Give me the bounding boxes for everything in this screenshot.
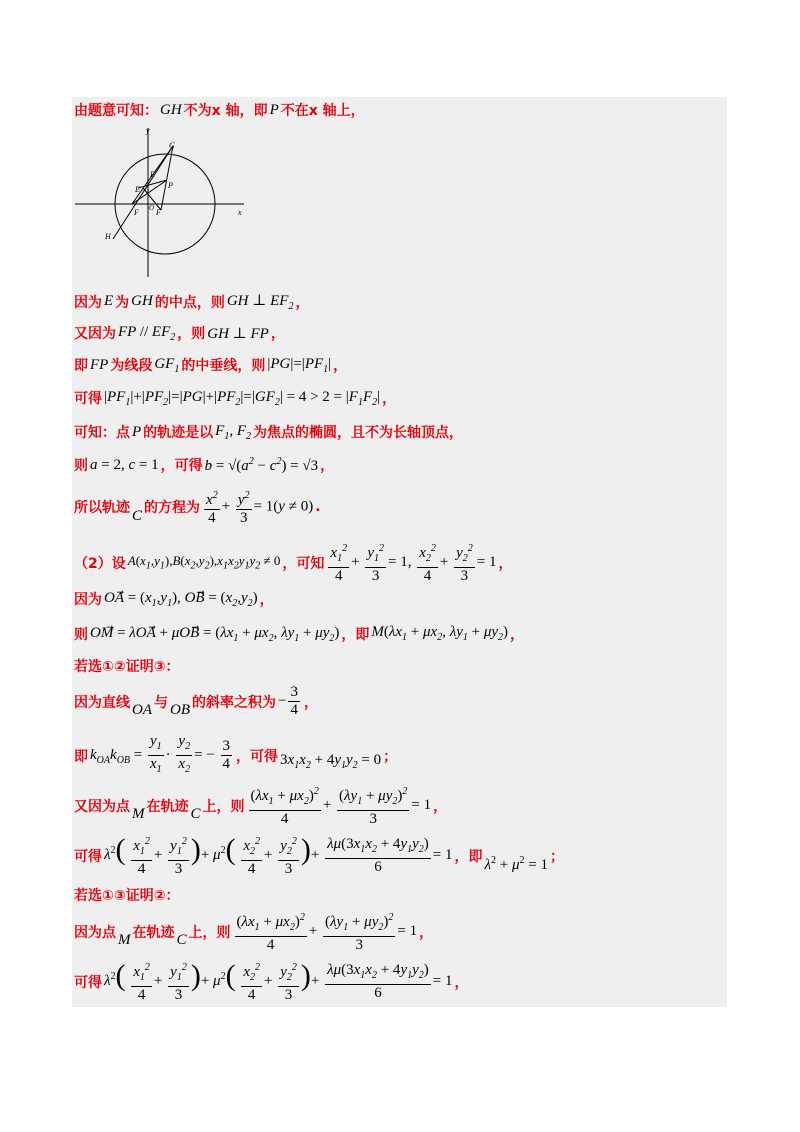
- label-e2: E: [150, 170, 155, 179]
- label-f2: F: [156, 208, 161, 217]
- text-line-18: 因为点 M 在轨迹 C 上，则 $\frac{(\lambda x_1 + \mu x_2)^2}{4}$ + $\frac{(\lambda y_1 + \mu y_2)^2}{3}$ = 1 ，: [74, 909, 433, 954]
- text-line-14: 即 $k_{OA}k_{OB}$ = $\frac{y_1}{x_1}$ · $\frac{y_2}{x_2}$ = − $\frac{3}{4}$ ，可得 $3x_1x_2 + 4y_1y_2 = 0$ ；: [74, 733, 398, 775]
- line-ep: [138, 180, 167, 188]
- text-line-9: （2）设 $A(x_1,y_1),B(x_2,y_2),x_1x_2y_1y_2 \ne 0$ ，可知 $\frac{x_1^2}{4}$ + $\frac{y_1^2}{3}$ = 1, $\frac{x_2^2}{4}$ + $\frac{y_2^2}{3}$ = 1 ，: [74, 540, 512, 585]
- text-line-5: 可得 $|PF_1|+|PF_2|=|PG|+|PF_2|=|GF_2| = 4 > 2 = |F_1F_2|$ ，: [74, 388, 397, 408]
- text-line-6: 可知：点 P 的轨迹是以 $F_1$, $F_2$ 为焦点的椭圆，且不为长轴顶点，: [74, 422, 464, 442]
- text-line-12: 若选①②证明③：: [74, 659, 180, 675]
- label-p: P: [168, 181, 173, 190]
- text-line-8: 所以轨迹 C 的方程为 $\frac{x^2}{4}$ + $\frac{y^2}{3}$ = 1(y ≠ 0) .: [74, 487, 321, 527]
- text-line-19: 可得 $\lambda^2$( $\frac{x_1^2}{4}$ + $\frac{y_1^2}{3}$ )+ $\mu^2$( $\frac{x_2^2}{4}$ + $\frac{y_2^2}{3}$ )+ $\frac{\lambda\mu(3x_1x_2 + 4y_1y_2)}{6}$ = 1 ，: [74, 958, 469, 1003]
- text-line-17: 若选①③证明②：: [74, 888, 180, 904]
- label-f1: F: [134, 208, 139, 217]
- label-h: H: [105, 232, 111, 241]
- label-o: O: [149, 204, 155, 212]
- text-line-15: 又因为点 M 在轨迹 C 上，则 $\frac{(\lambda x_1 + \mu x_2)^2}{4}$ + $\frac{(\lambda y_1 + \mu y_2)^2}{3}$ = 1 ，: [74, 783, 447, 828]
- geometry-figure: [72, 124, 252, 280]
- text-line-1: 由题意可知： GH 不为x 轴，即 P 不在x 轴上，: [74, 101, 365, 119]
- text-line-2: 因为 E 为 GH 的中点，则 GH ⊥ $EF_2$ ，: [74, 293, 310, 312]
- label-e: E: [135, 185, 140, 194]
- text-line-10: 因为 OA⃗ = $(x_1,y_1)$, OB⃗ = $(x_2,y_2)$ ，: [74, 590, 274, 609]
- text-line-16: 可得 $\lambda^2$( $\frac{x_1^2}{4}$ + $\frac{y_1^2}{3}$ )+ $\mu^2$( $\frac{x_2^2}{4}$ + $\frac{y_2^2}{3}$ )+ $\frac{\lambda\mu(3x_1x_2 + 4y_1y_2)}{6}$ = 1 ，即 $\lambda^2 + \mu^2 = 1$ ；: [74, 832, 564, 877]
- label-x: x: [238, 208, 242, 217]
- text-line-7: 则 a = 2, c = 1 ，可得 $b = √(a^2 - c^2) = √3$ ，: [74, 455, 335, 474]
- label-y: y: [146, 126, 150, 135]
- text-line-11: 则 OM⃗ = λOA⃗ + μOB⃗ = ($\lambda x_1 + \mu x_2$, $\lambda y_1 + \mu y_2$) ，即 $M(\lambda x_1 + \mu x_2$, $\lambda y_1 + \mu y_2$) ，: [74, 624, 525, 644]
- text-line-3: 又因为 FP // $EF_2$ ，则 GH ⊥ FP ，: [74, 323, 285, 343]
- text-line-13: 因为直线 OA 与 OB 的斜率之积为 − $\frac{3}{4}$ ，: [74, 684, 318, 718]
- label-g: G: [169, 141, 175, 150]
- text-line-4: 即 FP 为线段 $GF_1$ 的中垂线，则 $|PG|=|PF_1|$ ，: [74, 355, 348, 375]
